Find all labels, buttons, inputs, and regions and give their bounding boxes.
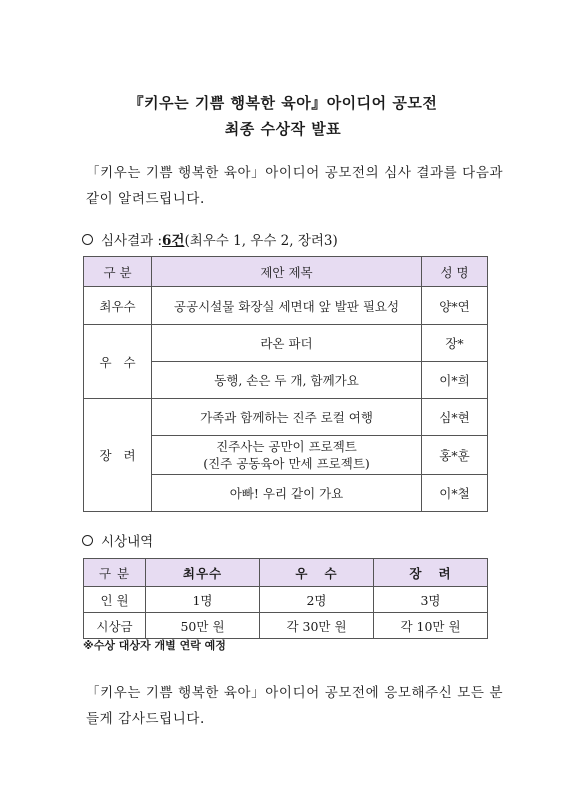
row-label: 시상금 (84, 613, 146, 639)
value-cell: 50만 원 (146, 613, 260, 639)
header-excellence: 우 수 (260, 559, 374, 587)
table-header-row (84, 257, 488, 287)
header-title: 제안 제목 (152, 257, 422, 287)
awards-label: 시상내역 (101, 534, 154, 550)
document-subtitle: 최종 수상작 발표 (224, 120, 342, 138)
value-cell: 각 30만 원 (260, 613, 374, 639)
name-cell: 심*현 (422, 399, 488, 436)
name-cell: 장* (422, 325, 488, 362)
category-cell: 최우수 (84, 287, 152, 325)
value-cell: 각 10만 원 (374, 613, 488, 639)
title-cell: 아빠! 우리 같이 가요 (152, 475, 422, 512)
name-cell: 홍*훈 (422, 436, 488, 475)
header-encouragement: 장 려 (374, 559, 488, 587)
name-cell: 이*철 (422, 475, 488, 512)
name-cell: 이*희 (422, 362, 488, 399)
category-cell: 장 려 (84, 399, 152, 512)
table-row (84, 287, 488, 325)
title-line: 진주사는 공만이 프로젝트 (216, 439, 357, 454)
value-cell: 1명 (146, 587, 260, 613)
results-breakdown: (최우수 1, 우수 2, 장려3) (184, 233, 338, 249)
awards-table (83, 558, 488, 639)
header-grand: 최우수 (146, 559, 260, 587)
value-cell: 3명 (374, 587, 488, 613)
closing-paragraph: 「키우는 기쁨 행복한 육아」아이디어 공모전에 응모해주신 모든 분들게 감사드립니다. (86, 685, 504, 727)
circle-bullet-icon (82, 234, 93, 245)
table-header-row (84, 559, 488, 587)
document-title: 『키우는 기쁨 행복한 육아』아이디어 공모전 (128, 94, 438, 112)
table-row (84, 613, 488, 639)
section-awards-heading (82, 530, 153, 550)
table-row (84, 587, 488, 613)
category-cell: 우 수 (84, 325, 152, 399)
title-cell: 가족과 함께하는 진주 로컬 여행 (152, 399, 422, 436)
title-line: (진주 공동육아 만세 프로젝트) (203, 456, 370, 471)
intro-paragraph: 「키우는 기쁨 행복한 육아」아이디어 공모전의 심사 결과를 다음과 같이 알려드립니다. (86, 165, 504, 207)
table-row (84, 399, 488, 436)
value-cell: 2명 (260, 587, 374, 613)
header-name: 성 명 (422, 257, 488, 287)
circle-bullet-icon (82, 535, 93, 546)
results-table (83, 256, 488, 512)
header-category: 구 분 (84, 559, 146, 587)
notice-text: ※수상 대상자 개별 연락 예정 (83, 639, 226, 652)
row-label: 인 원 (84, 587, 146, 613)
title-cell (152, 436, 422, 475)
title-cell: 동행, 손은 두 개, 함께가요 (152, 362, 422, 399)
title-cell: 공공시설물 화장실 세면대 앞 발판 필요성 (152, 287, 422, 325)
results-prefix: 심사결과 : (101, 233, 163, 249)
name-cell: 양*연 (422, 287, 488, 325)
table-row (84, 325, 488, 362)
title-cell: 라온 파더 (152, 325, 422, 362)
section-results-heading (82, 229, 338, 249)
results-count: 6건 (162, 233, 185, 249)
header-category: 구 분 (84, 257, 152, 287)
